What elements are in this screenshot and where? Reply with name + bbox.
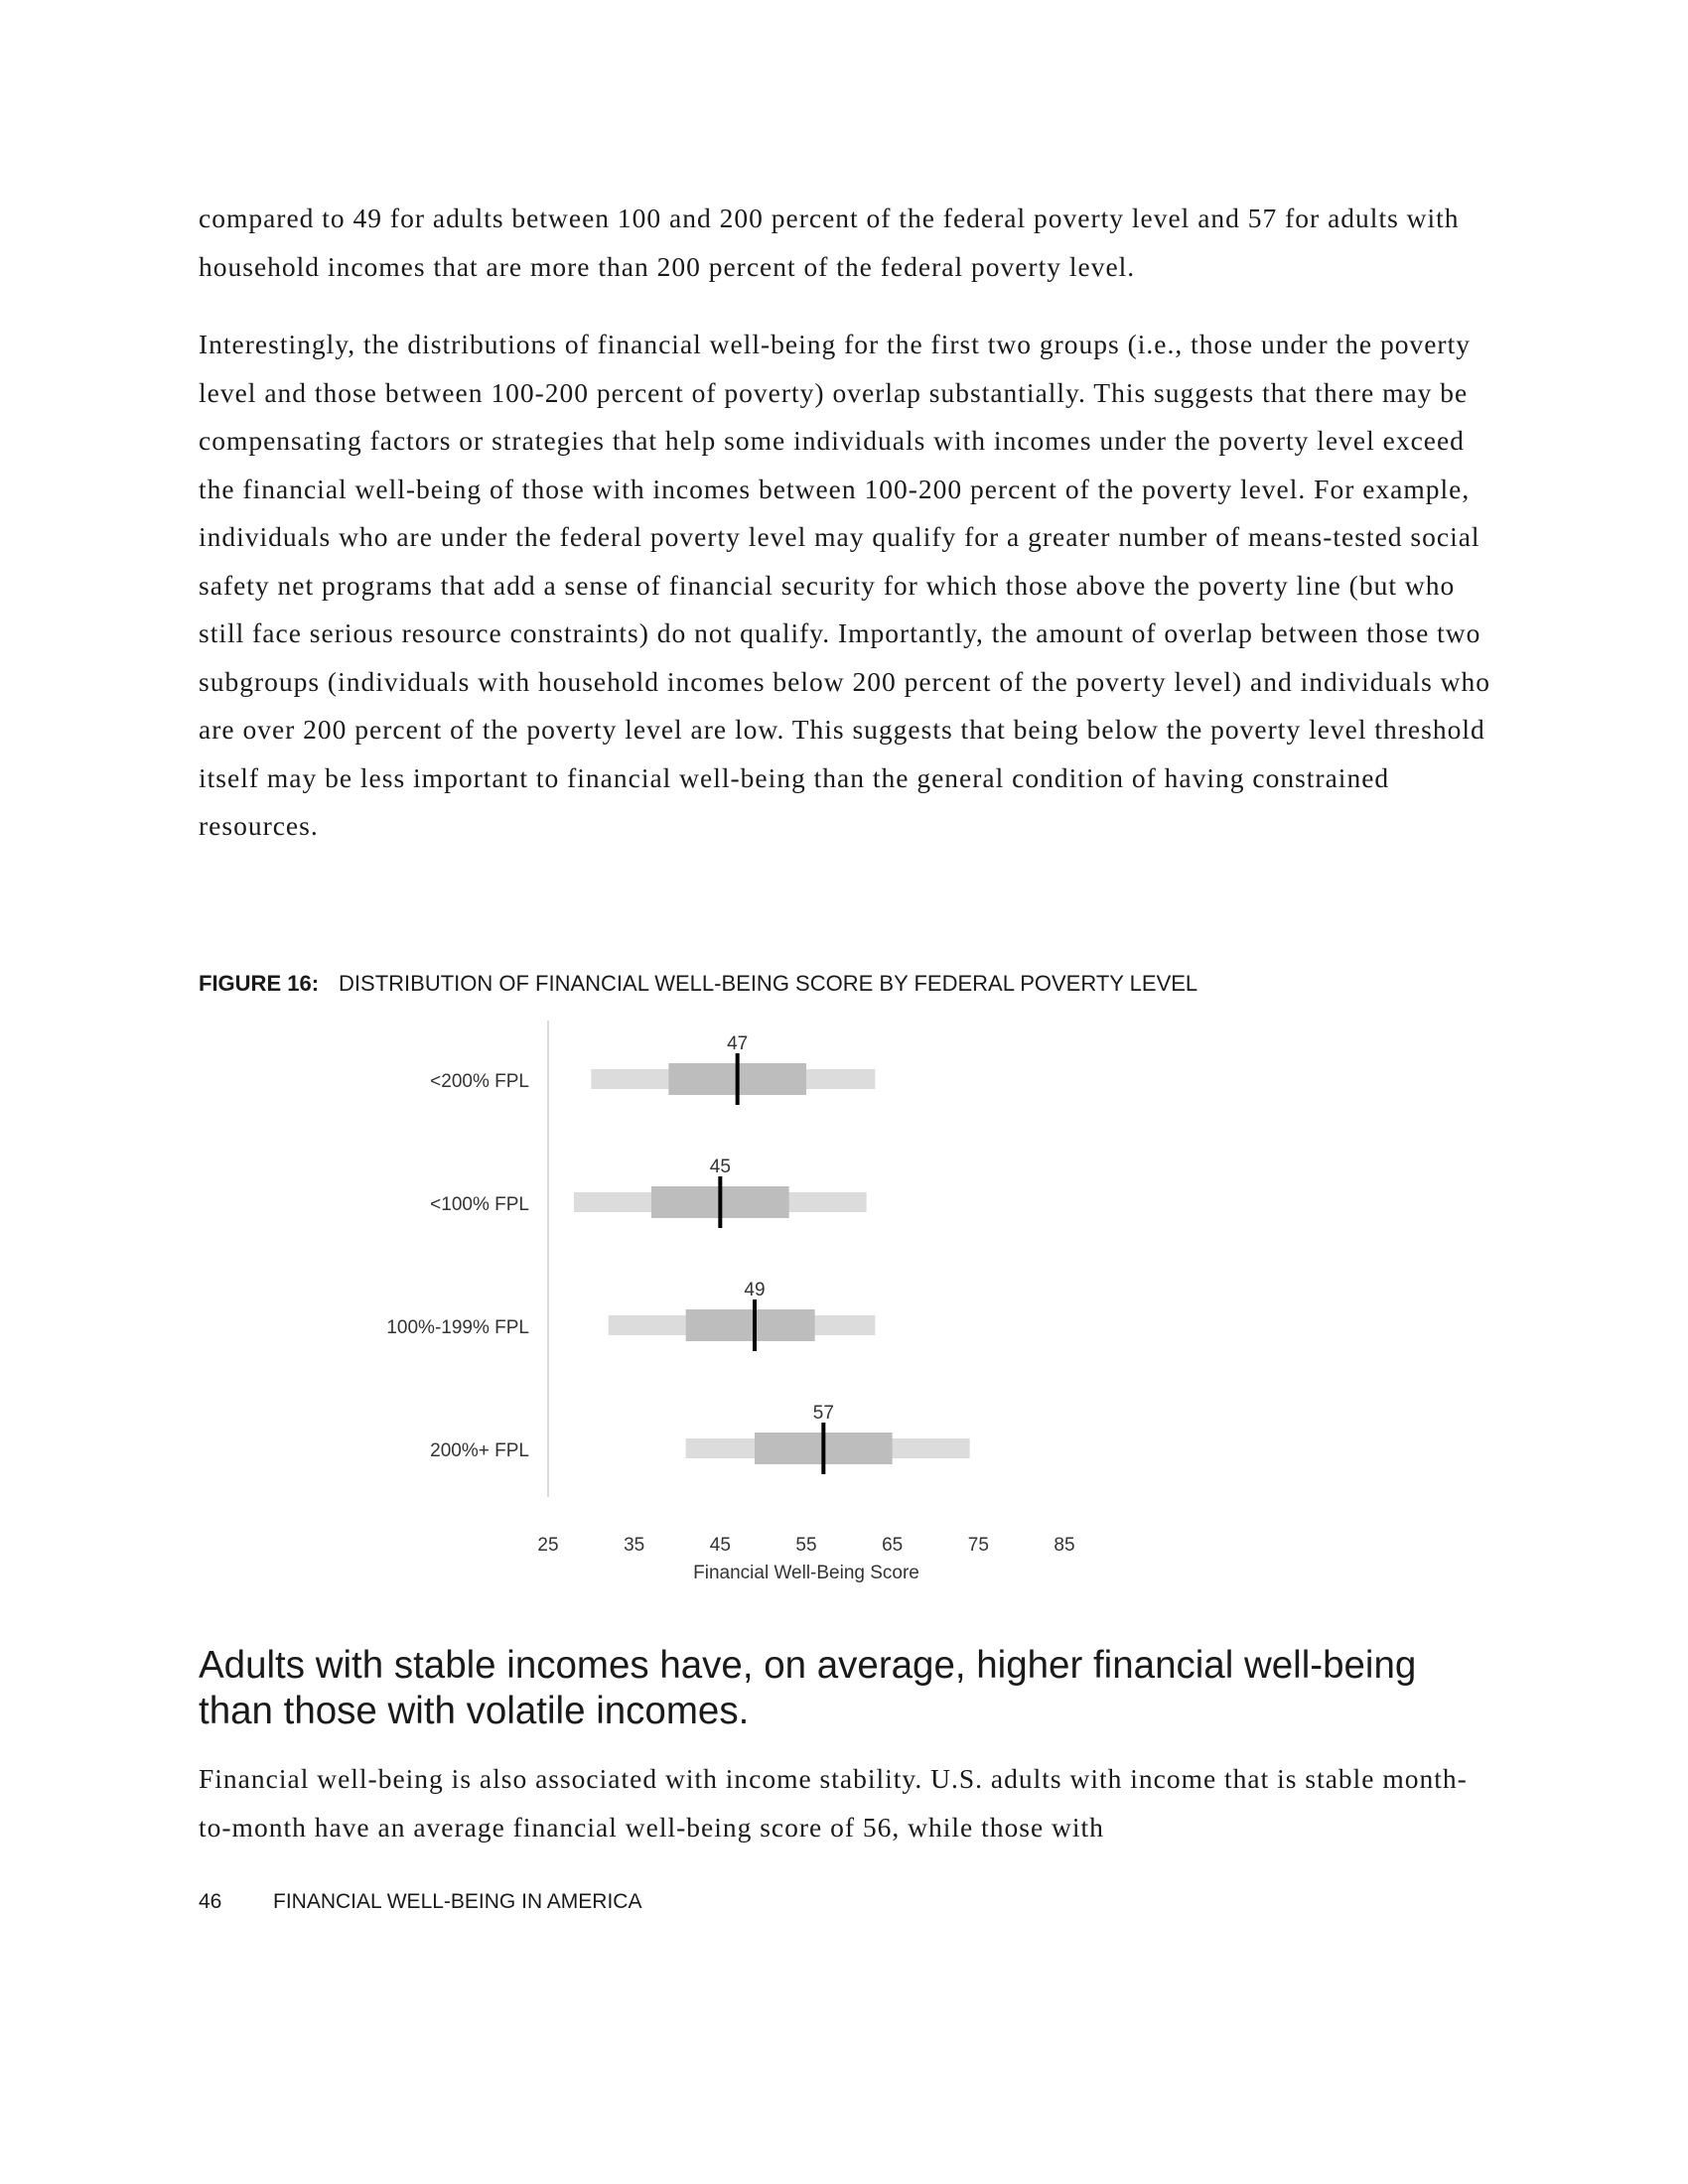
- x-tick-label-35: 35: [624, 1535, 645, 1556]
- row-4-category-label: 200%+ FPL: [430, 1440, 529, 1461]
- figure-title: DISTRIBUTION OF FINANCIAL WELL-BEING SCORE BY FEDERAL POVERTY LEVEL: [339, 971, 1198, 996]
- x-tick-label-55: 55: [795, 1535, 817, 1556]
- x-tick-label-45: 45: [709, 1535, 731, 1556]
- x-tick-label-85: 85: [1054, 1535, 1075, 1556]
- body-paragraph-3: Financial well-being is also associated with income stability. U.S. adults with income that is stable month-to-month have an average financial well-being score of 56, while those with: [199, 1763, 1468, 1843]
- row-4-median-label: 57: [812, 1403, 834, 1424]
- row-2-median-label: 45: [709, 1157, 731, 1177]
- x-tick-label-65: 65: [882, 1535, 904, 1556]
- x-axis-label: Financial Well-Being Score: [693, 1563, 919, 1583]
- row-3-category-label: 100%-199% FPL: [386, 1317, 529, 1338]
- row-3-median-label: 49: [744, 1280, 766, 1300]
- row-1-median-label: 47: [727, 1033, 749, 1054]
- page-footer: [199, 1890, 641, 1914]
- body-paragraph-2: Interestingly, the distributions of financial well-being for the first two groups (i.e., those under the poverty level and those between 100-200 percent of poverty) overlap substantially. This suggests that there may be compensating factors or strategies that help some individuals with incomes under the poverty level exceed the financial well-being of those with incomes between 100-200 percent of the poverty level. For example, individuals who are under the federal poverty level may qualify for a greater number of means-tested social safety net programs that add a sense of financial security for which those above the poverty line (but who still face serious resource constraints) do not qualify. Importantly, the amount of overlap between those two subgroups (individuals with household incomes below 200 percent of the poverty level) and individuals who are over 200 percent of the poverty level are low. This suggests that being below the poverty level threshold itself may be less important to financial well-being than the general condition of having constrained resources.: [199, 329, 1491, 841]
- page-number: 46: [199, 1890, 222, 1913]
- x-tick-label-25: 25: [537, 1535, 559, 1556]
- section-heading: Adults with stable incomes have, on average, higher financial well-being than those with volatile incomes.: [199, 1644, 1417, 1732]
- footer-title: FINANCIAL WELL-BEING IN AMERICA: [273, 1890, 642, 1913]
- row-3-inner-range-bar: [686, 1309, 815, 1341]
- body-paragraph-1: compared to 49 for adults between 100 and 200 percent of the federal poverty level and 57 for adults with household incomes that are more than 200 percent of the federal poverty level.: [199, 203, 1460, 282]
- row-2-category-label: <100% FPL: [430, 1194, 529, 1215]
- figure-label: FIGURE 16:: [199, 971, 320, 996]
- x-tick-label-75: 75: [967, 1535, 989, 1556]
- row-1-category-label: <200% FPL: [430, 1071, 529, 1092]
